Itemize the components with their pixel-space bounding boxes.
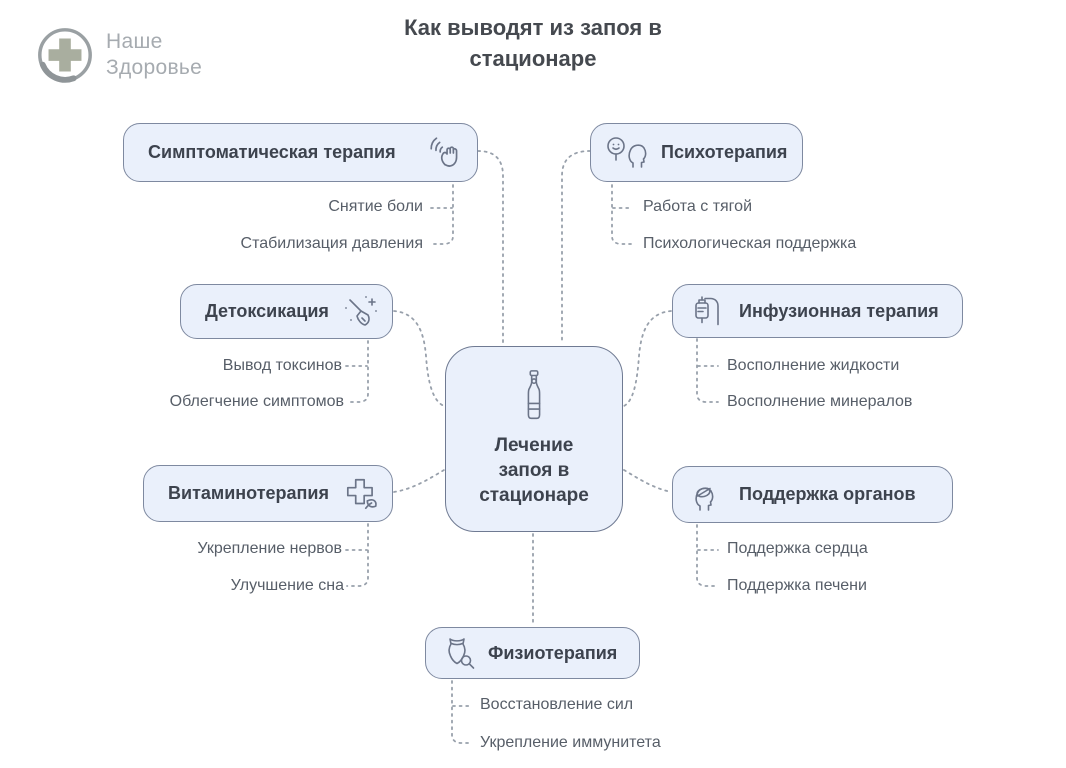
link-organs-children: [697, 525, 718, 586]
link-infusion-children: [697, 339, 718, 402]
branch-label: Физиотерапия: [488, 642, 618, 663]
iv-drip-icon: [687, 293, 727, 329]
branch-label: Поддержка органов: [739, 484, 916, 504]
cross-leaf-icon: [342, 475, 380, 513]
child-label: Укрепление иммунитета: [480, 734, 661, 751]
bottle-icon: [519, 369, 549, 423]
branch-label: Детоксикация: [205, 301, 329, 321]
link-symptomatic-center: [478, 151, 503, 344]
child-label: Восполнение жидкости: [727, 357, 900, 374]
broom-sparkles-icon: [342, 293, 380, 331]
link-physio-children: [452, 681, 472, 743]
link-symptomatic-children: [434, 185, 453, 244]
branch-node-symptomatic: [123, 123, 478, 182]
link-detox-center: [394, 311, 444, 406]
branch-node-physio: [425, 627, 640, 679]
child-label: Укрепление нервов: [197, 540, 342, 557]
branch-label: Психотерапия: [661, 142, 788, 162]
brand-name-line2: Здоровье: [106, 56, 203, 79]
central-node: [445, 346, 623, 532]
link-detox-children: [347, 341, 368, 402]
branch-node-infusion: [672, 284, 963, 338]
branch-label: Инфузионная терапия: [739, 300, 939, 321]
branch-node-psychotherapy: [590, 123, 803, 182]
child-label: Восстановление сил: [480, 696, 634, 713]
link-vitamin-children: [347, 524, 368, 586]
branch-node-vitamin: [143, 465, 393, 522]
brand-name-line1: Наше: [106, 30, 163, 53]
page-title: Как выводят из запоя в стационаре: [404, 15, 662, 71]
child-label: Поддержка печени: [727, 577, 867, 594]
head-organ-icon: [687, 477, 727, 513]
brand-logo: [34, 24, 202, 86]
child-label: Стабилизация давления: [240, 235, 423, 252]
branch-node-detox: [180, 284, 393, 339]
psychology-head-icon: [605, 135, 649, 171]
trembling-hand-icon: [427, 134, 465, 172]
child-label: Вывод токсинов: [222, 357, 342, 374]
branch-label: Симптоматическая терапия: [148, 142, 396, 162]
link-organs-center: [624, 470, 671, 492]
link-psychotherapy-center: [562, 151, 590, 344]
child-label: Снятие боли: [328, 198, 423, 215]
link-psychotherapy-children: [612, 185, 631, 244]
link-vitamin-center: [394, 470, 444, 492]
child-label: Психологическая поддержка: [643, 235, 857, 252]
child-label: Улучшение сна: [230, 577, 344, 594]
child-label: Поддержка сердца: [727, 540, 868, 557]
child-label: Работа с тягой: [643, 198, 752, 215]
brand-name: [106, 29, 202, 81]
link-infusion-center: [624, 311, 671, 406]
torso-massage-icon: [440, 635, 476, 671]
branch-node-organs: [672, 466, 953, 523]
central-node-label: Лечение запоя в стационаре: [479, 435, 589, 506]
medical-cross-logo-icon: [34, 24, 96, 86]
child-label: Восполнение минералов: [727, 393, 913, 410]
branch-label: Витаминотерапия: [168, 483, 329, 503]
child-label: Облегчение симптомов: [169, 393, 344, 410]
